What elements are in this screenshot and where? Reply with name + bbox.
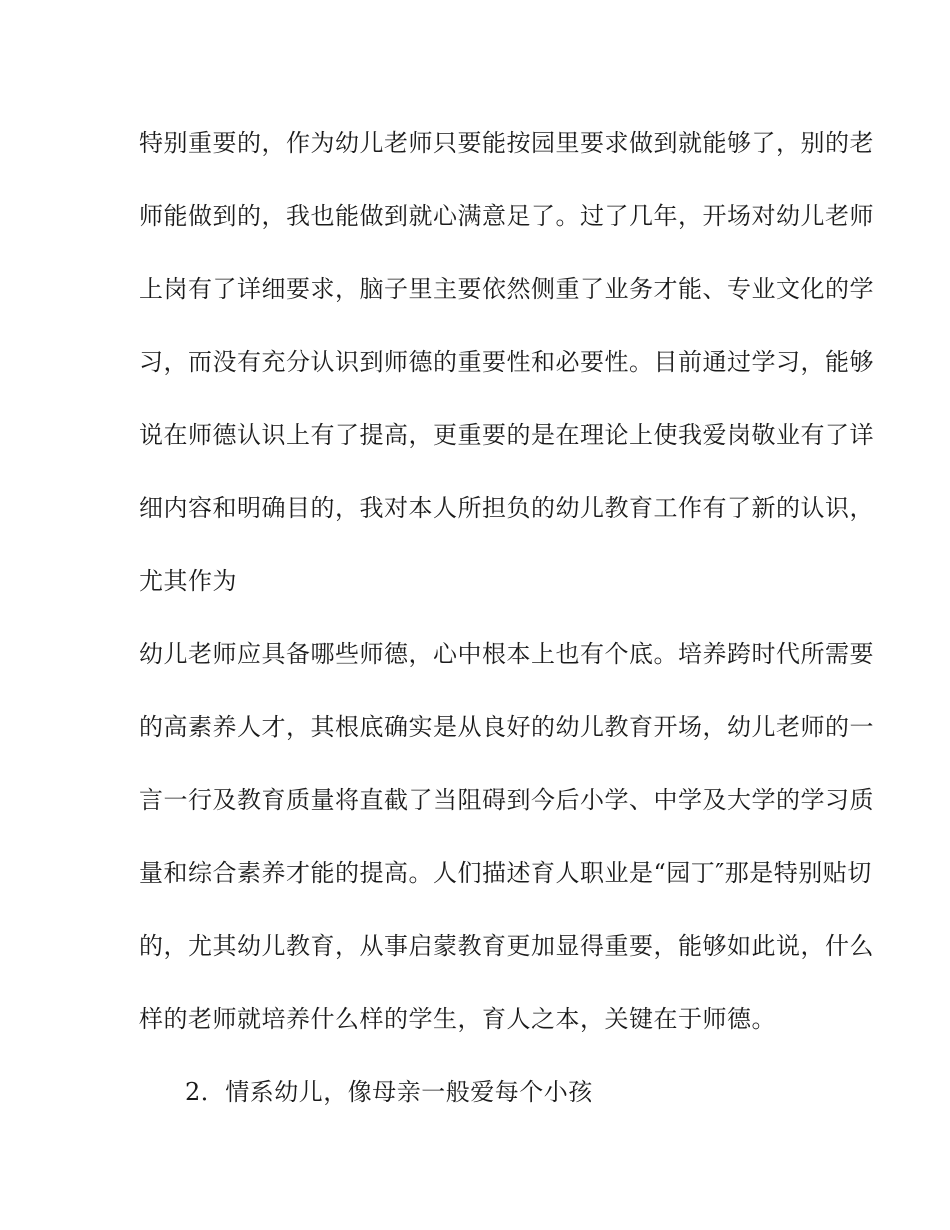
paragraph-line: 幼儿老师应具备哪些师德，心中根本上也有个底。培养跨时代所需要: [139, 640, 874, 668]
section-heading: 2．情系幼儿，像母亲一般爱每个小孩: [185, 1078, 593, 1106]
paragraph-line: 量和综合素养才能的提高。人们描述育人职业是“园丁″那是特别贴切: [139, 859, 872, 887]
paragraph-line: 样的老师就培养什么样的学生，育人之本，关键在于师德。: [139, 1005, 776, 1033]
paragraph-line: 言一行及教育质量将直截了当阻碍到今后小学、中学及大学的学习质: [139, 786, 874, 814]
paragraph-line: 的，尤其幼儿教育，从事启蒙教育更加显得重要，能够如此说，什么: [139, 932, 874, 960]
paragraph-line: 的高素养人才，其根底确实是从良好的幼儿教育开场，幼儿老师的一: [139, 713, 874, 741]
paragraph-line: 细内容和明确目的，我对本人所担负的幼儿教育工作有了新的认识，: [139, 494, 874, 522]
paragraph-line: 师能做到的，我也能做到就心满意足了。过了几年，开场对幼儿老师: [139, 202, 874, 230]
paragraph-line: 说在师德认识上有了提高，更重要的是在理论上使我爱岗敬业有了详: [139, 421, 874, 449]
paragraph-line: 特别重要的，作为幼儿老师只要能按园里要求做到就能够了，别的老: [139, 129, 874, 157]
paragraph-line: 习，而没有充分认识到师德的重要性和必要性。目前通过学习，能够: [139, 348, 874, 376]
paragraph-line: 尤其作为: [139, 567, 237, 595]
paragraph-line: 上岗有了详细要求，脑子里主要依然侧重了业务才能、专业文化的学: [139, 275, 874, 303]
